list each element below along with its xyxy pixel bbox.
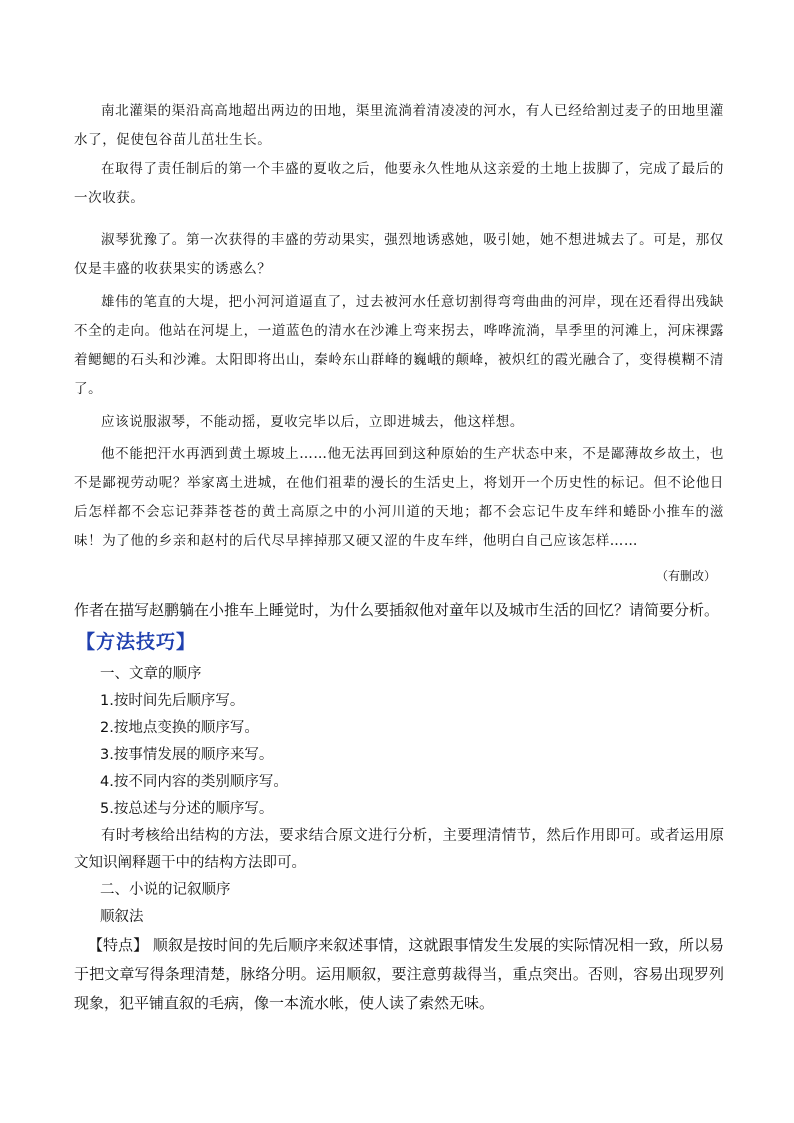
list-item: 5.按总述与分述的顺序写。 <box>100 801 274 817</box>
excerpt-paragraph-6: 他不能把汗水再洒到黄土塬坡上……他无法再回到这种原始的生产状态中来，不是鄙薄故乡故土，也不是鄙视劳动呢？举家离土进城，在他们祖辈的漫长的生活史上，将划开一个历史性的标记。但不论他日后怎样都不会忘记莽莽苍苍的黄土高原之中的小河川道的天地；都不会忘记牛皮车绊和蜷卧小推车的滋味！为了他的乡亲和赵村的后代尽早摔掉那又硬又涩的牛皮车绊，他明白自己应该怎样…… <box>74 446 724 549</box>
excerpt-paragraph-4: 雄伟的笔直的大堤，把小河河道逼直了，过去被河水任意切割得弯弯曲曲的河岸，现在还看得出残缺不全的走向。他站在河堤上，一道蓝色的清水在沙滩上弯来拐去，哗哗流淌，旱季里的河滩上，河床裸露着鳃鳃的石头和沙滩。太阳即将出山，秦岭东山群峰的巍峨的颠峰，被炽红的霞光融合了，变得模糊不清了。 <box>74 294 724 397</box>
subsection-title-narrative: 二、小说的记叙顺序 <box>100 882 231 898</box>
question-text: 作者在描写赵鹏躺在小推车上睡觉时，为什么要插叙他对童年以及城市生活的回忆？请简要分析。 <box>74 601 720 619</box>
excerpt-paragraph-2: 在取得了责任制后的第一个丰盛的夏收之后，他要永久性地从这亲爱的土地上拔脚了，完成了最后的一次收获。 <box>74 161 724 206</box>
excerpt-paragraph-5: 应该说服淑琴，不能动摇，夏收完毕以后，立即进城去，他这样想。 <box>101 414 524 430</box>
list-item: 3.按事情发展的顺序来写。 <box>100 747 274 763</box>
summary-paragraph: 有时考核给出结构的方法，要求结合原文进行分析，主要理清情节，然后作用即可。或者运用原文知识阐释题干中的结构方法即可。 <box>74 828 724 871</box>
feature-paragraph: 【特点】 顺叙是按时间的先后顺序来叙述事情，这就跟事情发生发展的实际情况相一致，所以易于把文章写得条理清楚，脉络分明。运用顺叙，要注意剪裁得当，重点突出。否则，容易出现罗列现象，犯平铺直叙的毛病，像一本流水帐，使人读了索然无味。 <box>74 936 724 1012</box>
excerpt-paragraph-3: 淑琴犹豫了。第一次获得的丰盛的劳动果实，强烈地诱惑她，吸引她，她不想进城去了。可是，那仅仅是丰盛的收获果实的诱惑么？ <box>74 232 724 277</box>
narrative-method-label: 顺叙法 <box>100 909 144 925</box>
source-note: （有删改） <box>655 569 716 583</box>
subsection-title-order: 一、文章的顺序 <box>100 666 202 682</box>
list-item: 1.按时间先后顺序写。 <box>100 693 245 709</box>
list-item: 4.按不同内容的类别顺序写。 <box>100 774 288 790</box>
excerpt-paragraph-1: 南北灌渠的渠沿高高地超出两边的田地，渠里流淌着清凌凌的河水，有人已经给割过麦子的田地里灌水了，促使包谷苗儿茁壮生长。 <box>74 103 724 148</box>
list-item: 2.按地点变换的顺序写。 <box>100 720 259 736</box>
method-section-heading: 【方法技巧】 <box>76 631 197 653</box>
